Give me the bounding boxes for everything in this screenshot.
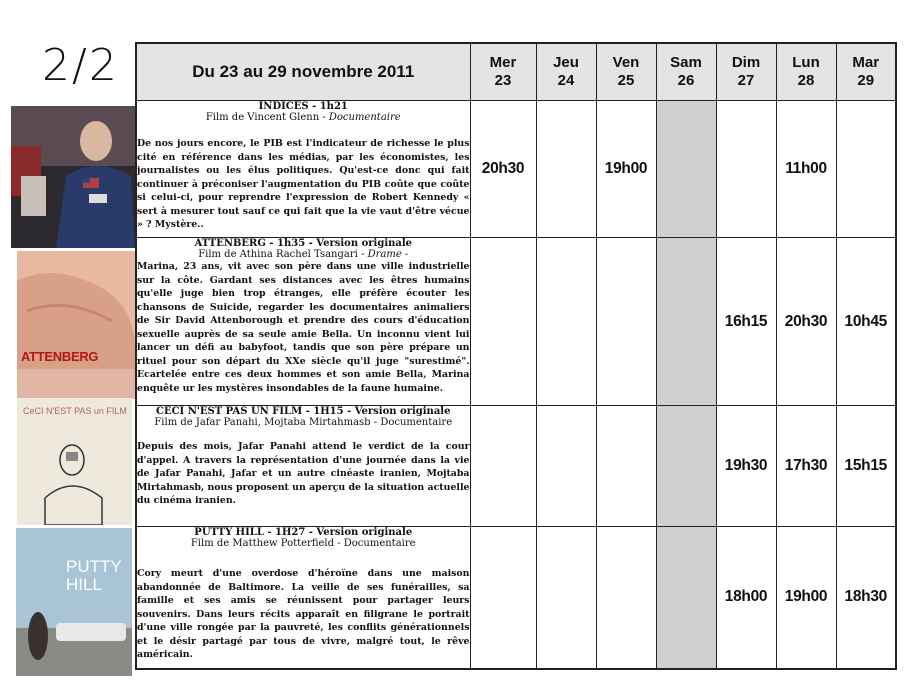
putty-hill-poster-image bbox=[16, 528, 132, 676]
ceci-nest-pas-un-film-poster-image bbox=[17, 398, 132, 525]
showtime-cell: 16h15 bbox=[716, 238, 776, 406]
schedule-table bbox=[135, 42, 897, 670]
day-header-mar: Mar 29 bbox=[836, 43, 896, 101]
showtime-cell: 19h00 bbox=[596, 101, 656, 238]
showtime-cell: 15h15 bbox=[836, 406, 896, 527]
showtime-cell bbox=[716, 101, 776, 238]
film-row-attenberg bbox=[136, 238, 896, 406]
film-row-indices bbox=[136, 101, 896, 238]
day-header-mer: Mer 23 bbox=[470, 43, 536, 101]
film-description bbox=[136, 238, 470, 406]
showtime-cell bbox=[536, 406, 596, 527]
showtime-cell bbox=[656, 238, 716, 406]
showtime-cell bbox=[536, 101, 596, 238]
showtime-cell: 20h30 bbox=[470, 101, 536, 238]
indices-poster-image bbox=[11, 106, 135, 248]
film-synopsis: Cory meurt d'une overdose d'héroïne dans une maison abandonnée de Baltimore. La veille de ses funérailles, sa famille et ses amis se réunissent pour partager leurs souvenirs. Dans leurs récits apparaît en filigrane le portrait d'une ville rongée par la pauvreté, les conflits générationnels et le désir partagé par tous de vivre, malgré tout, le rêve américain. bbox=[137, 568, 470, 660]
showtime-cell: 18h30 bbox=[836, 527, 896, 669]
page-number: 2/2 bbox=[42, 40, 119, 91]
showtime-cell: 11h00 bbox=[776, 101, 836, 238]
film-credit: Film de Athina Rachel Tsangari - Drame - bbox=[198, 249, 409, 260]
film-title: INDICES - 1h21 bbox=[258, 101, 348, 112]
showtime-cell bbox=[656, 527, 716, 669]
week-title: Du 23 au 29 novembre 2011 bbox=[136, 43, 470, 101]
film-title: ATTENBERG - 1h35 - Version originale bbox=[194, 238, 413, 249]
showtime-cell bbox=[836, 101, 896, 238]
film-title: PUTTY HILL - 1H27 - Version originale bbox=[194, 527, 413, 538]
showtime-cell: 17h30 bbox=[776, 406, 836, 527]
day-header-sam: Sam 26 bbox=[656, 43, 716, 101]
film-credit: Film de Matthew Potterfield - Documentaire bbox=[190, 538, 416, 549]
putty-hill-poster-title: PUTTY HILL bbox=[66, 557, 122, 594]
film-synopsis: Depuis des mois, Jafar Panahi attend le verdict de la cour d'appel. A travers la représentation d'une journée dans la vie de Jafar Panahi, Jafar et un autre cinéaste iranien, Mojtaba Mirtahmasb, nous proposent un aperçu de la situation actuelle du cinéma iranien. bbox=[137, 441, 470, 506]
showtime-cell: 19h30 bbox=[716, 406, 776, 527]
showtime-cell bbox=[470, 238, 536, 406]
attenberg-poster-image bbox=[17, 251, 135, 399]
showtime-cell bbox=[470, 527, 536, 669]
showtime-cell: 20h30 bbox=[776, 238, 836, 406]
day-header-ven: Ven 25 bbox=[596, 43, 656, 101]
header-row bbox=[136, 43, 896, 101]
showtime-cell bbox=[536, 238, 596, 406]
showtime-cell bbox=[596, 238, 656, 406]
film-credit: Film de Jafar Panahi, Mojtaba Mirtahmasb - Documentaire bbox=[154, 417, 453, 428]
showtime-cell bbox=[656, 406, 716, 527]
film-synopsis: De nos jours encore, le PIB est l'indicateur de richesse le plus cité en référence dans les médias, par les économistes, les journalistes ou les élus politiques. Qu'est-ce donc qui fait continuer à préconiser l'augmentation du PIB coûte que coûte si celui-ci, pour reprendre l'expression de Robert Kennedy « sert à mesurer tout sauf ce qui fait que la vie vaut d'être vécue » ? Mystère.. bbox=[137, 138, 470, 230]
showtime-cell: 10h45 bbox=[836, 238, 896, 406]
film-title: CECI N'EST PAS UN FILM - 1H15 - Version originale bbox=[156, 406, 451, 417]
showtime-cell bbox=[536, 527, 596, 669]
day-header-dim: Dim 27 bbox=[716, 43, 776, 101]
showtime-cell bbox=[596, 527, 656, 669]
film-synopsis: Marina, 23 ans, vit avec son père dans une ville industrielle sur la côte. Gardant ses distances avec les êtres humains qu'elle juge bien trop étranges, elle préfère écouter les chansons de Suicide, regarder les documentaires animaliers de Sir David Attenborough et prendre des cours d'éducation sexuelle auprès de sa seule amie Bella. Un inconnu vient lui lancer un défi au babyfoot, tandis que son père prépare un rituel pour son départ du XXe siècle qu'il juge "surestimé". Ecartelée entre ces deux hommes et son amie Bella, Marina enquête ur les mystères insondables de la faune humaine. bbox=[137, 261, 470, 394]
film-row-ceci-nest-pas-un-film bbox=[136, 406, 896, 527]
showtime-cell: 18h00 bbox=[716, 527, 776, 669]
showtime-cell: 19h00 bbox=[776, 527, 836, 669]
film-row-putty-hill bbox=[136, 527, 896, 669]
showtime-cell bbox=[470, 406, 536, 527]
showtime-cell bbox=[656, 101, 716, 238]
film-credit: Film de Vincent Glenn - Documentaire bbox=[205, 112, 401, 123]
attenberg-logo-text: ATTENBERG bbox=[21, 349, 99, 364]
film-description bbox=[136, 406, 470, 527]
film-description bbox=[136, 527, 470, 669]
film-description bbox=[136, 101, 470, 238]
day-header-lun: Lun 28 bbox=[776, 43, 836, 101]
day-header-jeu: Jeu 24 bbox=[536, 43, 596, 101]
showtime-cell bbox=[596, 406, 656, 527]
ceci-poster-title: CeCI N'EST PAS un FILM bbox=[23, 406, 127, 416]
